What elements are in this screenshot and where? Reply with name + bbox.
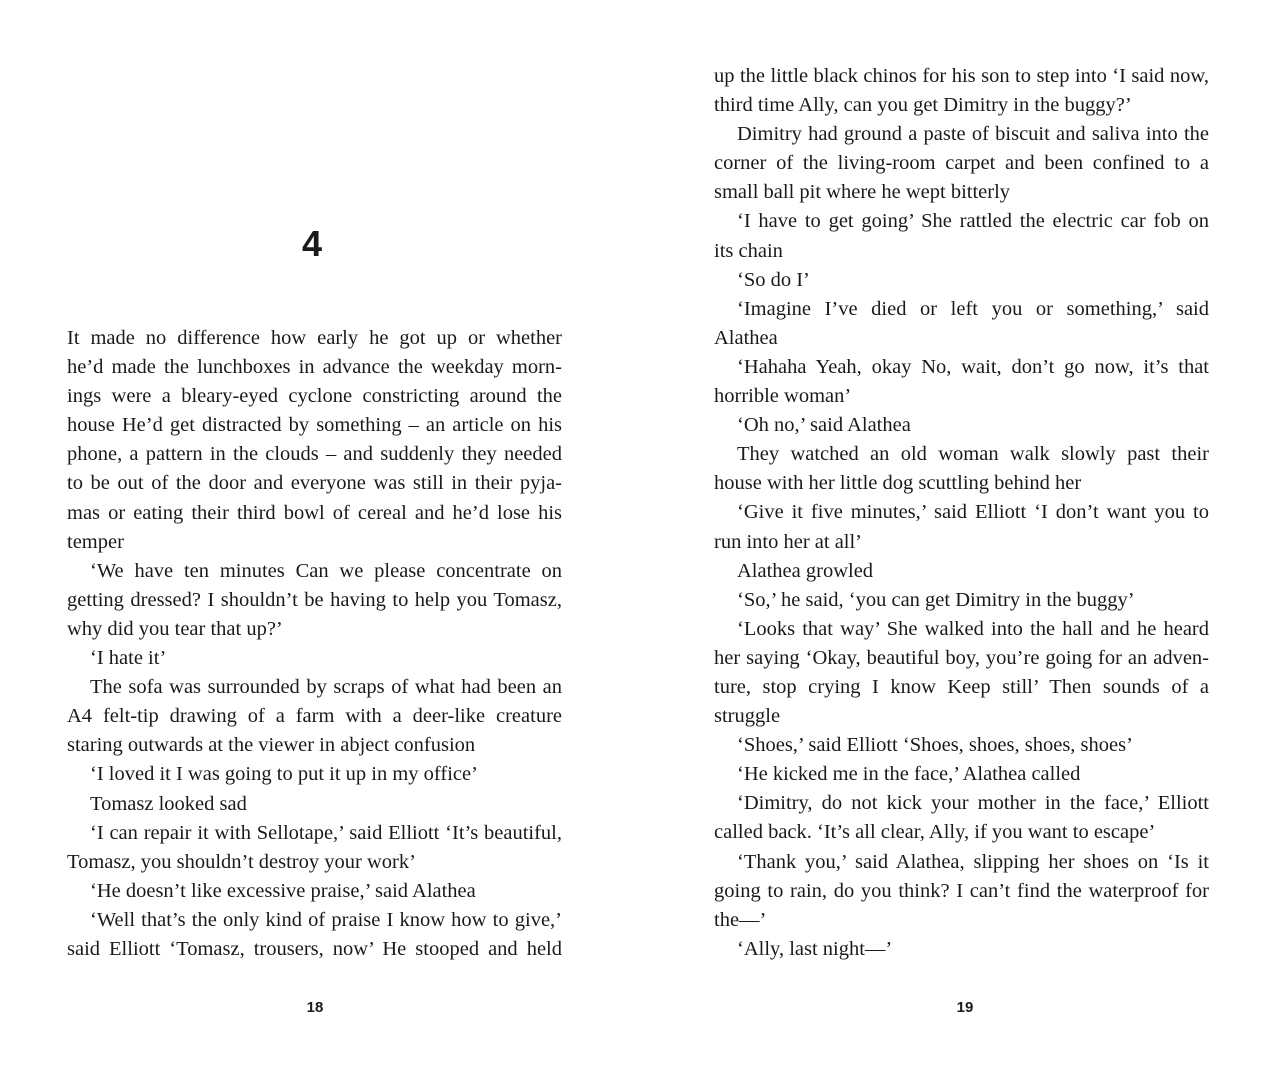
text-line: struggle — [714, 705, 781, 728]
text-line: ‘Looks that way’ She walked into the hall and he heard — [737, 617, 1209, 640]
text-line: house with her little dog scuttling behind her — [714, 472, 1082, 495]
text-line: ‘So do I’ — [737, 268, 810, 291]
left-page-text — [67, 324, 562, 964]
text-line: ‘Ally, last night—’ — [737, 937, 893, 960]
text-line: up the little black chinos for his son to step into ‘I said now, — [714, 65, 1209, 87]
text-line: ‘I can repair it with Sellotape,’ said Elliott ‘It’s beautiful, — [90, 821, 562, 844]
text-line: It made no difference how early he got up or whether — [67, 327, 562, 349]
text-line: Tomasz, you shouldn’t destroy your work’ — [67, 850, 416, 873]
text-line: Alathea growled — [737, 559, 874, 582]
text-line: its chain — [714, 239, 783, 262]
text-line: ‘Give it five minutes,’ said Elliott ‘I don’t want you to — [737, 501, 1209, 524]
text-line: ‘Dimitry, do not kick your mother in the face,’ Elliott — [737, 792, 1209, 815]
text-line: ‘I hate it’ — [90, 647, 167, 670]
text-line: said Elliott ‘Tomasz, trousers, now’ He stooped and held — [67, 937, 562, 960]
text-line: corner of the living-room carpet and been confined to a — [714, 152, 1209, 175]
text-line: ‘So,’ he said, ‘you can get Dimitry in the buggy’ — [737, 588, 1135, 611]
page-number-right: 19 — [956, 999, 974, 1016]
page-number-left: 18 — [306, 999, 324, 1016]
text-line: ‘Thank you,’ said Alathea, slipping her shoes on ‘Is it — [737, 850, 1209, 873]
text-line: ‘He kicked me in the face,’ Alathea called — [737, 763, 1081, 786]
text-line: A4 felt-tip drawing of a farm with a deer-like creature — [67, 705, 562, 728]
text-line: the—’ — [714, 908, 767, 931]
text-line: run into her at all’ — [714, 530, 863, 553]
text-line: going to rain, do you think? I can’t find the waterproof for — [714, 879, 1209, 902]
text-line: ings were a bleary-eyed cyclone constricting around the — [67, 385, 562, 408]
text-line: ‘Hahaha Yeah, okay No, wait, don’t go now, it’s that — [737, 355, 1209, 378]
text-line: Dimitry had ground a paste of biscuit and saliva into the — [737, 123, 1209, 146]
text-line: why did you tear that up?’ — [67, 617, 283, 640]
text-line: house He’d get distracted by something – an article on his — [67, 414, 562, 437]
text-line: called back. ‘It’s all clear, Ally, if you want to escape’ — [714, 821, 1156, 844]
text-line: temper — [67, 530, 124, 553]
text-line: staring outwards at the viewer in abject confusion — [67, 734, 476, 757]
chapter-number: 4 — [301, 223, 323, 264]
text-line: third time Ally, can you get Dimitry in the buggy?’ — [714, 94, 1132, 117]
text-line: ‘Well that’s the only kind of praise I know how to give,’ — [90, 908, 562, 931]
text-line: They watched an old woman walk slowly past their — [737, 443, 1209, 466]
text-line: phone, a pattern in the clouds – and suddenly they needed — [67, 443, 562, 466]
text-line: small ball pit where he wept bitterly — [714, 181, 1011, 204]
text-line: her saying ‘Okay, beautiful boy, you’re going for an adven- — [714, 646, 1209, 669]
text-line: horrible woman’ — [714, 385, 852, 408]
text-line: getting dressed? I shouldn’t be having to help you Tomasz, — [67, 588, 562, 611]
text-line: ‘I have to get going’ She rattled the electric car fob on — [737, 210, 1209, 233]
text-line: mas or eating their third bowl of cereal and he’d lose his — [67, 501, 562, 524]
text-line: ‘I loved it I was going to put it up in my office’ — [90, 763, 478, 786]
text-line: ‘Imagine I’ve died or left you or something,’ said — [737, 297, 1209, 320]
text-line: Tomasz looked sad — [90, 792, 247, 815]
text-line: ‘We have ten minutes Can we please concentrate on — [90, 559, 562, 582]
right-page-text — [714, 62, 1209, 964]
text-line: ‘Oh no,’ said Alathea — [737, 414, 911, 437]
text-line: ture, stop crying I know Keep still’ Then sounds of a — [714, 675, 1209, 698]
text-line: to be out of the door and everyone was still in their pyja- — [67, 472, 562, 495]
right-page — [636, 0, 1272, 1080]
text-line: ‘He doesn’t like excessive praise,’ said Alathea — [90, 879, 476, 902]
text-line: The sofa was surrounded by scraps of what had been an — [90, 676, 562, 699]
text-line: ‘Shoes,’ said Elliott ‘Shoes, shoes, shoes, shoes’ — [737, 734, 1133, 757]
text-line: he’d made the lunchboxes in advance the weekday morn- — [67, 356, 562, 379]
text-line: Alathea — [714, 326, 778, 349]
